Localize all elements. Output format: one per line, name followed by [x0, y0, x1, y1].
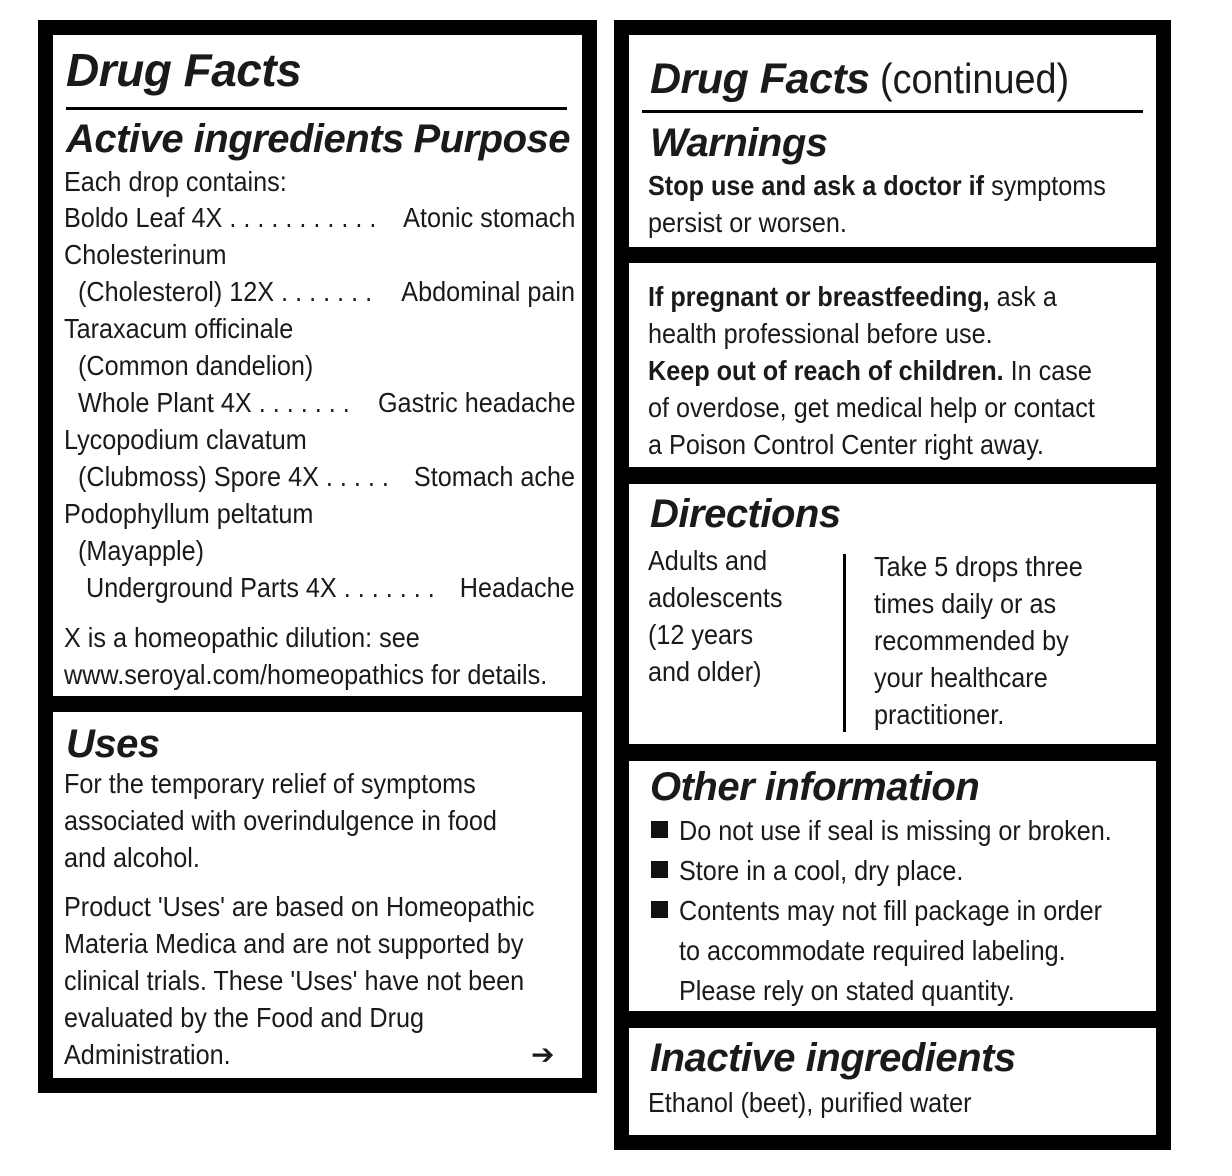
other-info-item: Contents may not fill package in order to accommodate required labeling. Please rely on stated quantity.: [651, 891, 1149, 1011]
uses-box: [53, 712, 582, 1078]
ingredient-row: Underground Parts 4X . . . . . . . Headache: [86, 572, 575, 603]
pregnant-line: If pregnant or breastfeeding, ask a: [648, 281, 1057, 312]
who-line: (12 years: [648, 619, 754, 650]
active-ingredients-heading: Active ingredients: [66, 117, 404, 161]
pregnancy-box: [629, 263, 1156, 467]
drug-facts-title: Drug Facts: [66, 44, 302, 96]
inactive-ingredients-box: [629, 1028, 1156, 1135]
purpose-heading: Purpose: [413, 117, 570, 161]
ingredient-row: Cholesterinum: [64, 239, 227, 270]
drug-facts-title-right: Drug Facts: [650, 55, 870, 103]
dosage-line: Take 5 drops three: [874, 551, 1083, 582]
ingredient-row: Boldo Leaf 4X . . . . . . . . . . . Atonic stomach: [64, 202, 575, 233]
ingredient-rows: [64, 199, 575, 606]
stop-use-line2: persist or worsen.: [648, 207, 847, 238]
directions-heading: Directions: [650, 492, 841, 536]
bullet-square-icon: [651, 901, 668, 918]
uses-line: associated with overindulgence in food: [64, 805, 497, 836]
disclaimer-line: evaluated by the Food and Drug: [64, 1002, 425, 1033]
dosage-line: your healthcare: [874, 662, 1048, 693]
ingredient-row: (Cholesterol) 12X . . . . . . . Abdominal pain: [78, 276, 575, 307]
bullet-square-icon: [651, 821, 668, 838]
stop-use-line: Stop use and ask a doctor if symptoms: [648, 170, 1106, 201]
ingredient-row: (Clubmoss) Spore 4X . . . . . Stomach ache: [78, 461, 575, 492]
continued-title: [650, 55, 1090, 103]
inactive-ingredients-heading: Inactive ingredients: [650, 1036, 1016, 1080]
ingredient-row: Taraxacum officinale: [64, 313, 294, 344]
other-info-heading: Other information: [650, 765, 980, 809]
disclaimer-line: clinical trials. These 'Uses' have not been: [64, 965, 525, 996]
disclaimer-line: Product 'Uses' are based on Homeopathic: [64, 891, 535, 922]
warnings-box: [629, 35, 1156, 247]
directions-box: [629, 484, 1156, 744]
active-ingredients-box: [53, 35, 582, 696]
uses-line: and alcohol.: [64, 842, 200, 873]
website-note: www.seroyal.com/homeopathics for details.: [64, 659, 548, 690]
warnings-heading: Warnings: [650, 121, 828, 165]
title-rule-right: [642, 110, 1143, 113]
continue-arrow-icon: ➔: [531, 1038, 555, 1071]
dosage-line: practitioner.: [874, 699, 1005, 730]
ingredient-row: Podophyllum peltatum: [64, 498, 314, 529]
overdose-line: of overdose, get medical help or contact: [648, 392, 1095, 423]
ingredient-row: Lycopodium clavatum: [64, 424, 307, 455]
other-info-item: Do not use if seal is missing or broken.: [651, 811, 1160, 851]
dilution-note: X is a homeopathic dilution: see: [64, 622, 420, 653]
uses-heading: Uses: [66, 722, 160, 766]
dosage-line: recommended by: [874, 625, 1069, 656]
directions-divider: [843, 554, 846, 732]
who-line: and older): [648, 656, 762, 687]
who-line: adolescents: [648, 582, 783, 613]
ingredient-row: Whole Plant 4X . . . . . . . Gastric headache: [78, 387, 575, 418]
uses-line: For the temporary relief of symptoms: [64, 768, 476, 799]
disclaimer-line: Materia Medica and are not supported by: [64, 928, 524, 959]
ingredient-row: (Common dandelion): [78, 350, 314, 381]
poison-control-line: a Poison Control Center right away.: [648, 429, 1044, 460]
continued-label: (continued): [879, 55, 1069, 102]
other-info-box: [629, 761, 1156, 1011]
bullet-square-icon: [651, 861, 668, 878]
each-drop-text: Each drop contains:: [64, 166, 287, 197]
dosage-line: times daily or as: [874, 588, 1057, 619]
pregnant-line2: health professional before use.: [648, 318, 993, 349]
disclaimer-line: Administration.: [64, 1039, 231, 1070]
keep-out-line: Keep out of reach of children. In case: [648, 355, 1092, 386]
inactive-ingredients-text: Ethanol (beet), purified water: [648, 1087, 972, 1118]
ingredient-row: (Mayapple): [78, 535, 205, 566]
who-line: Adults and: [648, 545, 768, 576]
title-rule: [66, 107, 567, 110]
other-info-item: Store in a cool, dry place.: [651, 851, 995, 891]
